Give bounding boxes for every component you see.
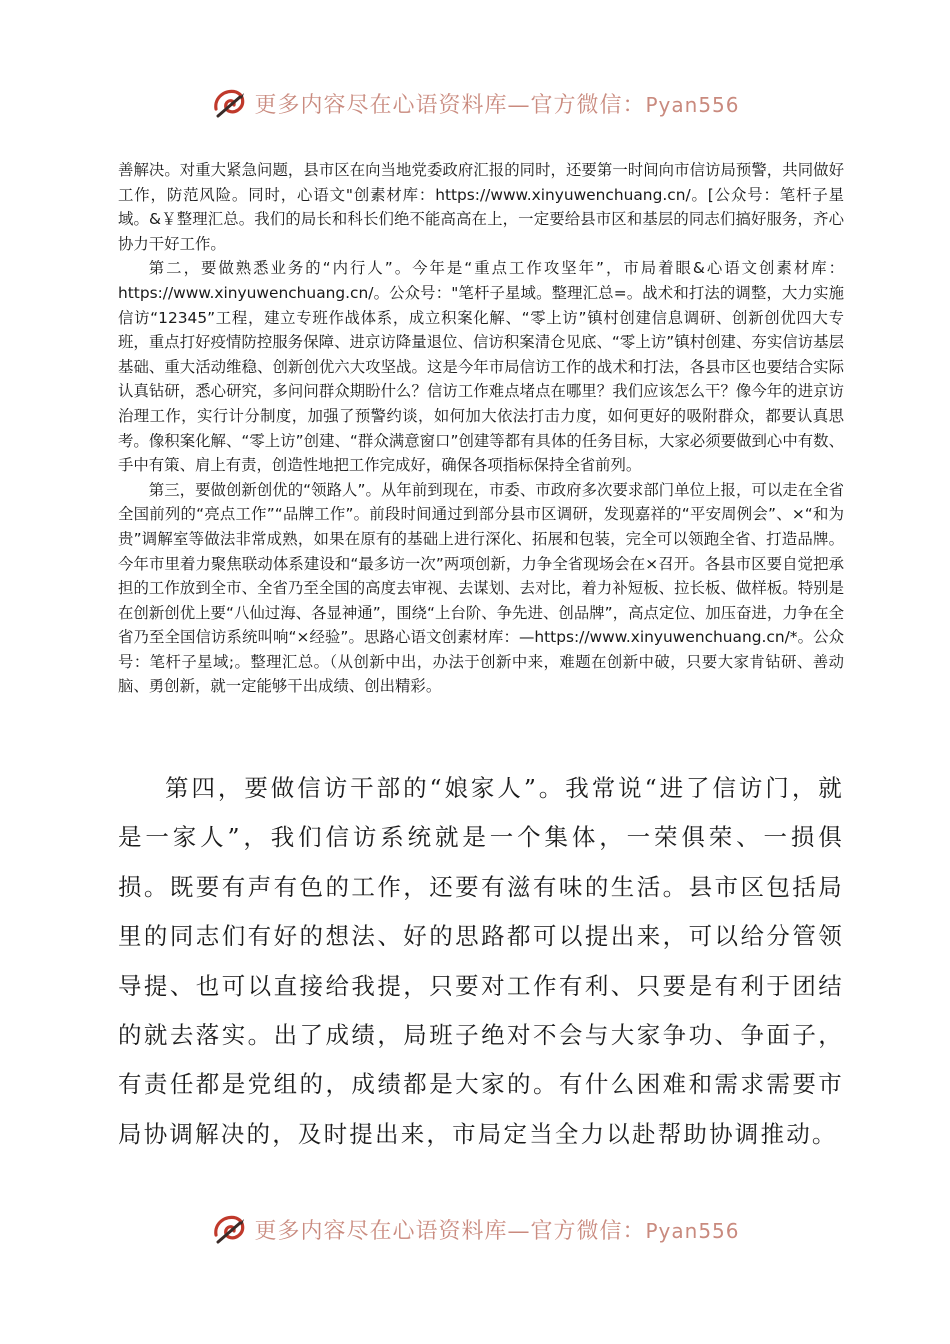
- banner-text-cn: 更多内容尽在心语资料库—官方微信：: [254, 1218, 646, 1244]
- banner-wechat-id: Pyan556: [645, 1218, 740, 1243]
- paragraph-4: 第四，要做信访干部的“娘家人”。我常说“进了信访门，就是一家人”，我们信访系统就是一个集体，一荣俱荣、一损俱损。既要有声有色的工作，还要有滋有味的生活。县市区包括局里的同志们有好的想法、好的思路都可以提出来，可以给分管领导提、也可以直接给我提，只要对工作有利、只要是有利于团结的就去落实。出了成绩，局班子绝对不会与大家争功、争面子，有责任都是党组的，成绩都是大家的。有什么困难和需求需要市局协调解决的，及时提出来，市局定当全力以赴帮助协调推动。: [118, 774, 844, 1148]
- header-banner: [0, 80, 950, 126]
- paragraph-3: 第三，要做创新创优的“领路人”。从年前到现在，市委、市政府多次要求部门单位上报，可以走在全省全国前列的“亮点工作”“品牌工作”。前段时间通过到部分县市区调研，发现嘉祥的“平安周例会”、×“和为贵”调解室等做法非常成熟，如果在原有的基础上进行深化、拓展和包装，完全可以领跑全省、打造品牌。今年市里着力聚焦联动体系建设和“最多访一次”两项创新，力争全省现场会在×召开。各县市区要自觉把承担的工作放到全市、全省乃至全国的高度去审视、去谋划、去对比，着力补短板、拉长板、做样板。特别是在创新创优上要“八仙过海、各显神通”，围绕“上台阶、争先进、创品牌”，高点定位、加压奋进，力争在全省乃至全国信访系统叫响“×经验”。思路心语文创素材库：—https://www.xinyuwenchuang.cn/*。公众号：笔杆子星域;。整理汇总。（从创新中出，办法于创新中来，难题在创新中破，只要大家肯钻研、善动脑、勇创新，就一定能够干出成绩、创出精彩。: [118, 480, 844, 696]
- document-body-small: [118, 158, 844, 699]
- banner-text: [254, 88, 739, 119]
- banner-wechat-id: Pyan556: [645, 92, 740, 117]
- document-body-large: [118, 764, 844, 1159]
- banner-text-cn: 更多内容尽在心语资料库—官方微信：: [254, 92, 646, 118]
- paragraph-2: 第二，要做熟悉业务的“内行人”。今年是“重点工作攻坚年”，市局着眼&心语文创素材库：https://www.xinyuwenchuang.cn/。公众号："笔杆子星域。整理汇总=。战术和打法的调整，大力实施信访“12345”工程，建立专班作战体系，成立积案化解、“零上访”镇村创建信息调研、创新创优四大专班，重点打好疫情防控服务保障、进京访降量退位、信访积案清仓见底、“零上访”镇村创建、夯实信访基层基础、重大活动维稳、创新创优六大攻坚战。这是今年市局信访工作的战术和打法，各县市区也要结合实际认真钻研，悉心研究，多问问群众期盼什么？信访工作难点堵点在哪里？我们应该怎么干？像今年的进京访治理工作，实行计分制度，加强了预警约谈，如何加大依法打击力度，如何更好的吸附群众，都要认真思考。像积案化解、“零上访”创建、“群众满意窗口”创建等都有具体的任务目标，大家必须要做到心中有数、手中有策、肩上有责，创造性地把工作完成好，确保各项指标保持全省前列。: [118, 259, 844, 475]
- swirl-pen-logo-icon: [210, 1209, 250, 1249]
- swirl-pen-logo-icon: [210, 83, 250, 123]
- banner-text: [254, 1214, 739, 1245]
- paragraph-1: 善解决。对重大紧急问题，县市区在向当地党委政府汇报的同时，还要第一时间向市信访局预警，共同做好工作，防范风险。同时，心语文"创素材库：https://www.xinyuwenchuang.cn/。[公众号：笔杆子星域。&￥整理汇总。我们的局长和科长们绝不能高高在上，一定要给县市区和基层的同志们搞好服务，齐心协力干好工作。: [118, 161, 844, 253]
- footer-banner: [0, 1206, 950, 1252]
